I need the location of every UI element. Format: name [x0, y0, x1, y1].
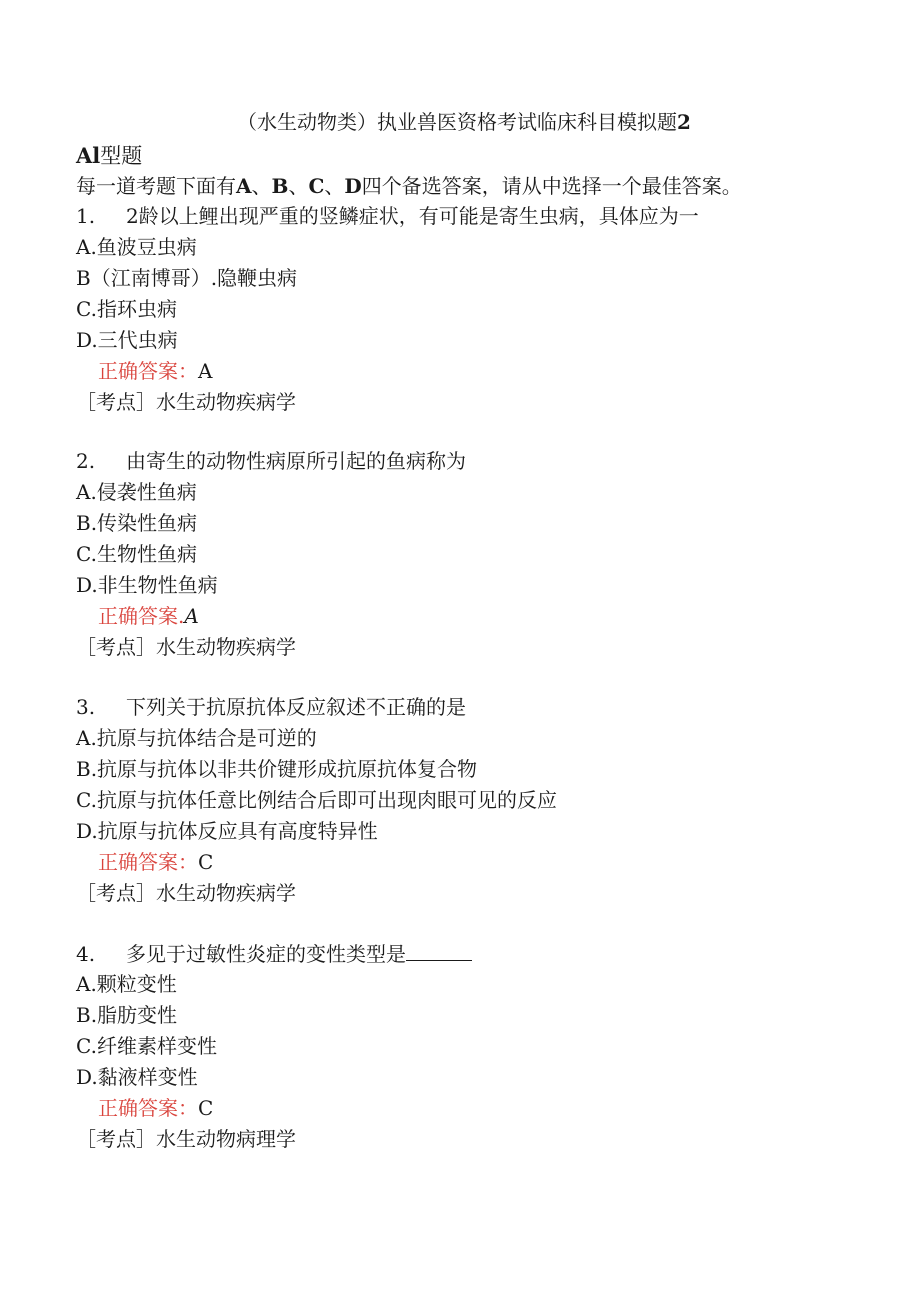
option-a: A.抗原与抗体结合是可逆的	[76, 726, 317, 750]
topic-note: ［考点］水生动物疾病学	[76, 390, 296, 414]
option-a: A.颗粒变性	[76, 972, 177, 996]
option-c: C.抗原与抗体任意比例结合后即可出现肉眼可见的反应	[76, 788, 557, 812]
option-c: C.生物性鱼病	[76, 542, 197, 566]
topic-note: ［考点］水生动物疾病学	[76, 635, 296, 659]
question-stem	[76, 446, 876, 477]
answer-value: C	[198, 850, 214, 874]
question-text: 下列关于抗原抗体反应叙述不正确的是	[126, 695, 466, 719]
question-text: 2龄以上鲤出现严重的竖鳞症状，有可能是寄生虫病，具体应为一	[126, 204, 699, 228]
question-text: 由寄生的动物性病原所引起的鱼病称为	[126, 449, 466, 473]
option-d: D.三代虫病	[76, 328, 178, 352]
question-4	[76, 938, 876, 1155]
instruction-sep: 、	[288, 174, 309, 198]
answer-blank-line	[406, 938, 472, 961]
instruction-letter-a: A	[236, 174, 252, 198]
question-3	[76, 692, 876, 909]
option-a: A.侵袭性鱼病	[76, 480, 197, 504]
correct-answer	[76, 356, 876, 387]
option-c: C.指环虫病	[76, 297, 177, 321]
answer-label: 正确答案：	[98, 359, 198, 383]
option-a: A.鱼波豆虫病	[76, 235, 197, 259]
option-b: B.抗原与抗体以非共价键形成抗原抗体复合物	[76, 757, 478, 781]
instruction-letter-d: D	[344, 174, 362, 198]
question-number: 2.	[76, 449, 96, 473]
question-number: 3.	[76, 695, 96, 719]
question-text: 多见于过敏性炎症的变性类型是	[126, 942, 406, 966]
instruction-letter-c: C	[308, 174, 325, 198]
option-b: B（江南博哥）.隐鞭虫病	[76, 266, 298, 290]
option-d: D.黏液样变性	[76, 1065, 198, 1089]
topic-note: ［考点］水生动物疾病学	[76, 881, 296, 905]
option-b: B.传染性鱼病	[76, 511, 198, 535]
instruction-part: 四个备选答案，请从中选择一个最佳答案。	[361, 174, 742, 198]
question-1	[76, 201, 876, 418]
option-d: D.非生物性鱼病	[76, 573, 218, 597]
instruction-letter-b: B	[271, 174, 289, 198]
topic-note: ［考点］水生动物病理学	[76, 1127, 296, 1151]
title-main: （水生动物类）执业兽医资格考试临床科目模拟题	[237, 110, 678, 134]
question-number: 1.	[76, 204, 96, 228]
instruction-sep: 、	[324, 174, 345, 198]
question-stem	[76, 692, 876, 723]
instruction-text	[76, 172, 742, 200]
answer-value: A	[198, 359, 213, 383]
section-heading	[76, 142, 142, 170]
section-heading-label: 型题	[100, 144, 143, 168]
instruction-part: 每一道考题下面有	[76, 174, 236, 198]
answer-label: 正确答案：	[98, 1096, 198, 1120]
section-heading-code: Al	[76, 143, 101, 168]
question-stem	[76, 938, 876, 969]
correct-answer	[76, 847, 876, 878]
answer-label: 正确答案：	[98, 850, 198, 874]
question-2	[76, 446, 876, 663]
document-title	[0, 108, 920, 136]
answer-label: 正确答案.	[98, 604, 185, 628]
option-d: D.抗原与抗体反应具有高度特异性	[76, 819, 378, 843]
instruction-sep: 、	[251, 174, 272, 198]
question-number: 4.	[76, 942, 96, 966]
answer-value: A	[184, 604, 199, 628]
option-b: B.脂肪变性	[76, 1003, 178, 1027]
correct-answer	[76, 1093, 876, 1124]
answer-value: C	[198, 1096, 214, 1120]
question-stem	[76, 201, 876, 232]
option-c: C.纤维素样变性	[76, 1034, 217, 1058]
correct-answer	[76, 601, 876, 632]
title-number: 2	[677, 110, 691, 134]
